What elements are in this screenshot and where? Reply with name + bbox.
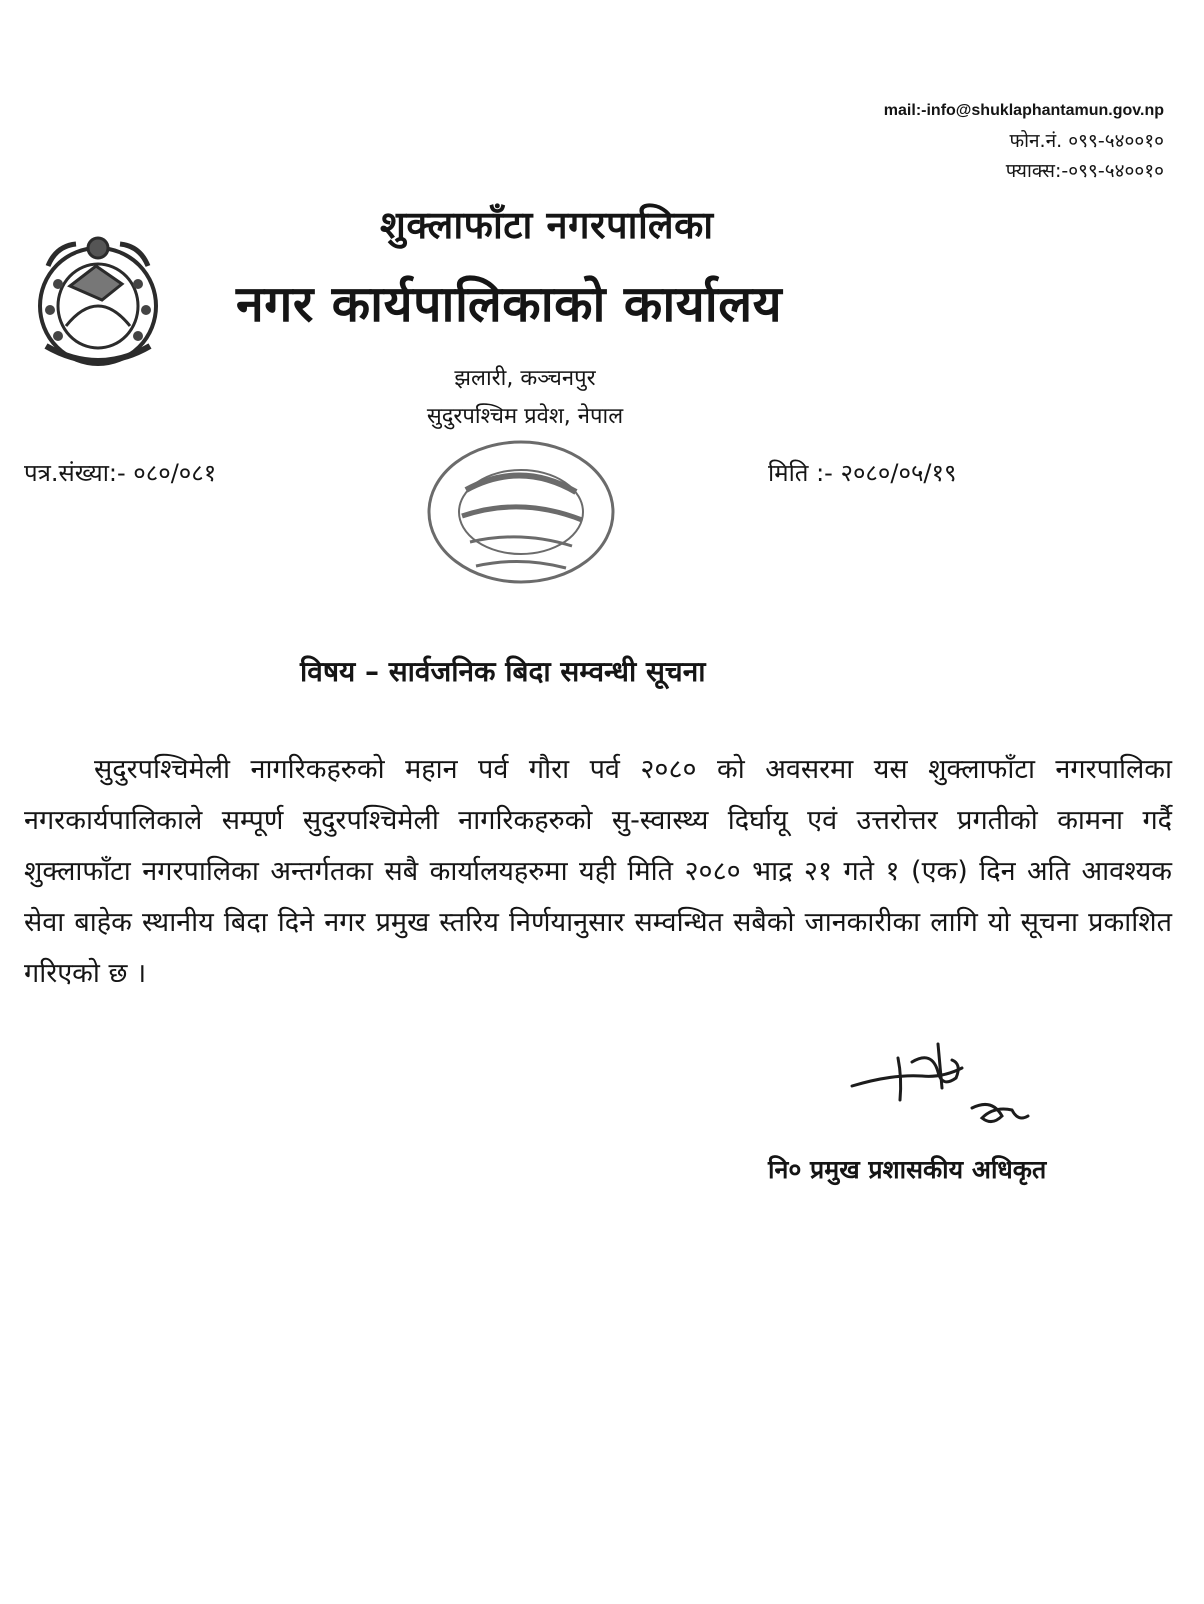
office-address [405, 360, 645, 436]
address-line-1: झलारी, कञ्चनपुर [454, 366, 596, 391]
letter-date: मिति :- २०८०/०५/१९ [768, 459, 957, 487]
signatory-designation: नि० प्रमुख प्रशासकीय अधिकृत [768, 1155, 1047, 1184]
municipality-name: शुक्लाफाँटा नगरपालिका [380, 203, 714, 247]
contact-phone: फोन.नं. ०९९-५४००१० [1009, 130, 1164, 152]
letter-number: पत्र.संख्या:- ०८०/०८१ [24, 459, 217, 487]
office-seal-stamp-icon [416, 430, 626, 590]
address-line-2: सुदुरपश्चिम प्रवेश, नेपाल [426, 404, 624, 429]
handwritten-signature-icon [842, 1038, 1042, 1148]
contact-email: mail:-info@shuklaphantamun.gov.np [883, 102, 1164, 119]
office-name: नगर कार्यपालिकाको कार्यालय [236, 275, 783, 333]
notice-body: सुदुरपश्चिमेली नागरिकहरुको महान पर्व गौरा पर्व २०८० को अवसरमा यस शुक्लाफाँटा नगरपालिका नगरकार्यपालिकाले सम्पूर्ण सुदुरपश्चिमेली नागरिकहरुको सु-स्वास्थ्य दिर्घायू एवं उत्तरोत्तर प्रगतीको कामना गर्दै शुक्लाफाँटा नगरपालिका अन्तर्गतका सबै कार्यालयहरुमा यही मिति २०८० भाद्र २१ गते १ (एक) दिन अति आवश्यक सेवा बाहेक स्थानीय बिदा दिने नगर प्रमुख स्तरिय निर्णयानुसार सम्वन्धित सबैको जानकारीका लागि यो सूचना प्रकाशित गरिएको छ । [24, 754, 1172, 989]
contact-fax: फ्याक्स:-०९९-५४००१० [1005, 160, 1164, 182]
contact-block [884, 96, 1164, 186]
notice-subject: विषय – सार्वजनिक बिदा सम्वन्धी सूचना [300, 655, 706, 688]
nepal-government-emblem-icon [26, 226, 171, 374]
